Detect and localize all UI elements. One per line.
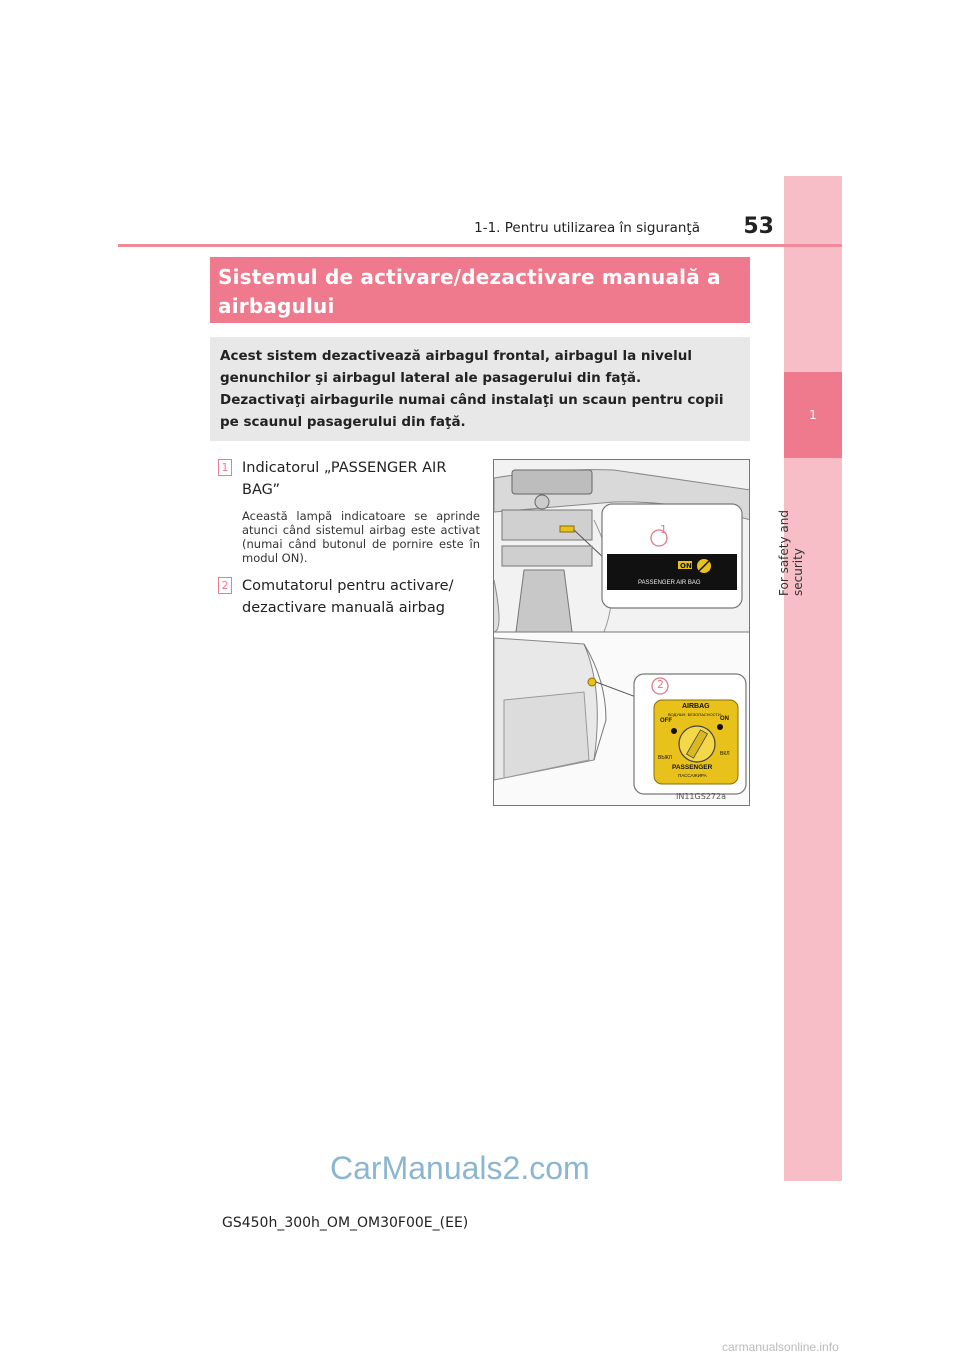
airbag-illustration [493, 459, 750, 806]
switch-airbag-ru-label: ВОДУШН. БЕЗОПАСНОСТИ [668, 712, 721, 717]
watermark-bottom: carmanualsonline.info [722, 1340, 839, 1354]
intro-paragraph-2: Dezactivaţi airbagurile numai când instalaţi un scaun pentru copii pe scaunul pasagerului din faţă. [220, 392, 724, 430]
item-number-badge: 1 [218, 459, 232, 476]
switch-airbag-label: AIRBAG [682, 703, 710, 710]
image-code: IN11GS272a [676, 792, 726, 801]
switch-on-label: ON [720, 716, 729, 722]
side-tab [784, 176, 842, 1181]
indicator-on-label: ON [680, 562, 692, 570]
chapter-tab[interactable]: 1 [784, 372, 842, 458]
item-number-badge: 2 [218, 577, 232, 594]
list-item-switch [218, 575, 480, 619]
intro-box [210, 337, 750, 441]
switch-passenger-ru-label: ПАССАЖИРА [678, 773, 707, 778]
switch-passenger-label: PASSENGER [672, 764, 713, 771]
indicator-label: PASSENGER AIR BAG [638, 580, 701, 586]
callout-2: 2 [657, 678, 664, 691]
section-title: Sistemul de activare/dezactivare manuală a airbagului [210, 257, 750, 323]
illustration-drawing [494, 460, 750, 806]
running-header: 1-1. Pentru utilizarea în siguranţă [474, 220, 700, 236]
chapter-label: For safety and security [777, 510, 805, 596]
switch-on-ru-label: ВКЛ [720, 751, 730, 757]
watermark: CarManuals2.com [330, 1150, 590, 1186]
switch-off-ru-label: ВЫКЛ [658, 755, 672, 761]
page-number: 53 [743, 214, 774, 239]
intro-paragraph-1: Acest sistem dezactivează airbagul frontal, airbagul la nivelul genunchilor şi airbagul lateral ale pasagerului din faţă. [220, 348, 692, 386]
item-title: Indicatorul „PASSENGER AIR BAG” [242, 460, 447, 498]
footer-code: GS450h_300h_OM_OM30F00E_(EE) [222, 1215, 469, 1231]
item-description: Această lampă indicatoare se aprinde atunci când sistemul airbag este activat (numai când butonul de pornire este în modul ON). [242, 509, 480, 565]
header-divider [118, 244, 842, 247]
callout-1: 1 [660, 523, 667, 536]
list-item-indicator [218, 457, 480, 565]
switch-off-label: OFF [660, 718, 672, 724]
item-title: Comutatorul pentru activare/ dezactivare manuală airbag [242, 578, 454, 616]
